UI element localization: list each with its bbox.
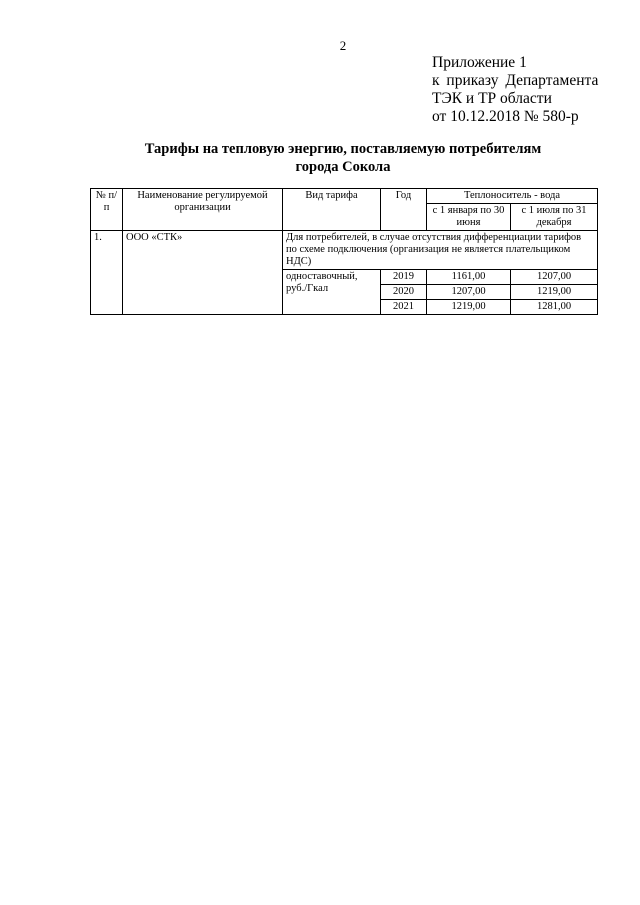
- header-period2: с 1 июля по 31 декабря: [511, 204, 598, 231]
- header-carrier: Теплоноситель - вода: [427, 189, 598, 204]
- row-value-period2: 1207,00: [511, 270, 598, 285]
- appendix-department: ТЭК и ТР области: [432, 90, 552, 107]
- header-number: № п/п: [91, 189, 123, 231]
- row-value-period1: 1161,00: [427, 270, 511, 285]
- row-value-period2: 1281,00: [511, 300, 598, 315]
- header-tariff-type: Вид тарифа: [283, 189, 381, 231]
- table-row: [91, 231, 598, 270]
- appendix-order: к приказу Департамента: [432, 72, 599, 89]
- row-organization: ООО «СТК»: [123, 231, 283, 315]
- header-year: Год: [381, 189, 427, 231]
- appendix-date: от 10.12.2018 № 580-р: [432, 108, 579, 125]
- table-header-row: [91, 189, 598, 204]
- document-title: [90, 140, 596, 176]
- row-value-period1: 1219,00: [427, 300, 511, 315]
- appendix-title: Приложение 1: [432, 54, 527, 71]
- document-title-line2: города Сокола: [295, 159, 391, 175]
- header-organization: Наименование регулируемой организации: [123, 189, 283, 231]
- page-number: 2: [339, 38, 347, 53]
- row-year: 2020: [381, 285, 427, 300]
- row-tariff-type: одноставочный, руб./Гкал: [283, 270, 381, 315]
- tariff-table: [90, 188, 598, 315]
- header-period1: с 1 января по 30 июня: [427, 204, 511, 231]
- row-year: 2019: [381, 270, 427, 285]
- row-number: 1.: [91, 231, 123, 315]
- row-value-period1: 1207,00: [427, 285, 511, 300]
- row-year: 2021: [381, 300, 427, 315]
- row-value-period2: 1219,00: [511, 285, 598, 300]
- row-consumers-note: Для потребителей, в случае отсутствия дифференциации тарифов по схеме подключения (организация не является плательщиком НДС): [283, 231, 598, 270]
- document-title-line1: Тарифы на тепловую энергию, поставляемую потребителям: [144, 141, 542, 157]
- appendix-block: [432, 54, 598, 126]
